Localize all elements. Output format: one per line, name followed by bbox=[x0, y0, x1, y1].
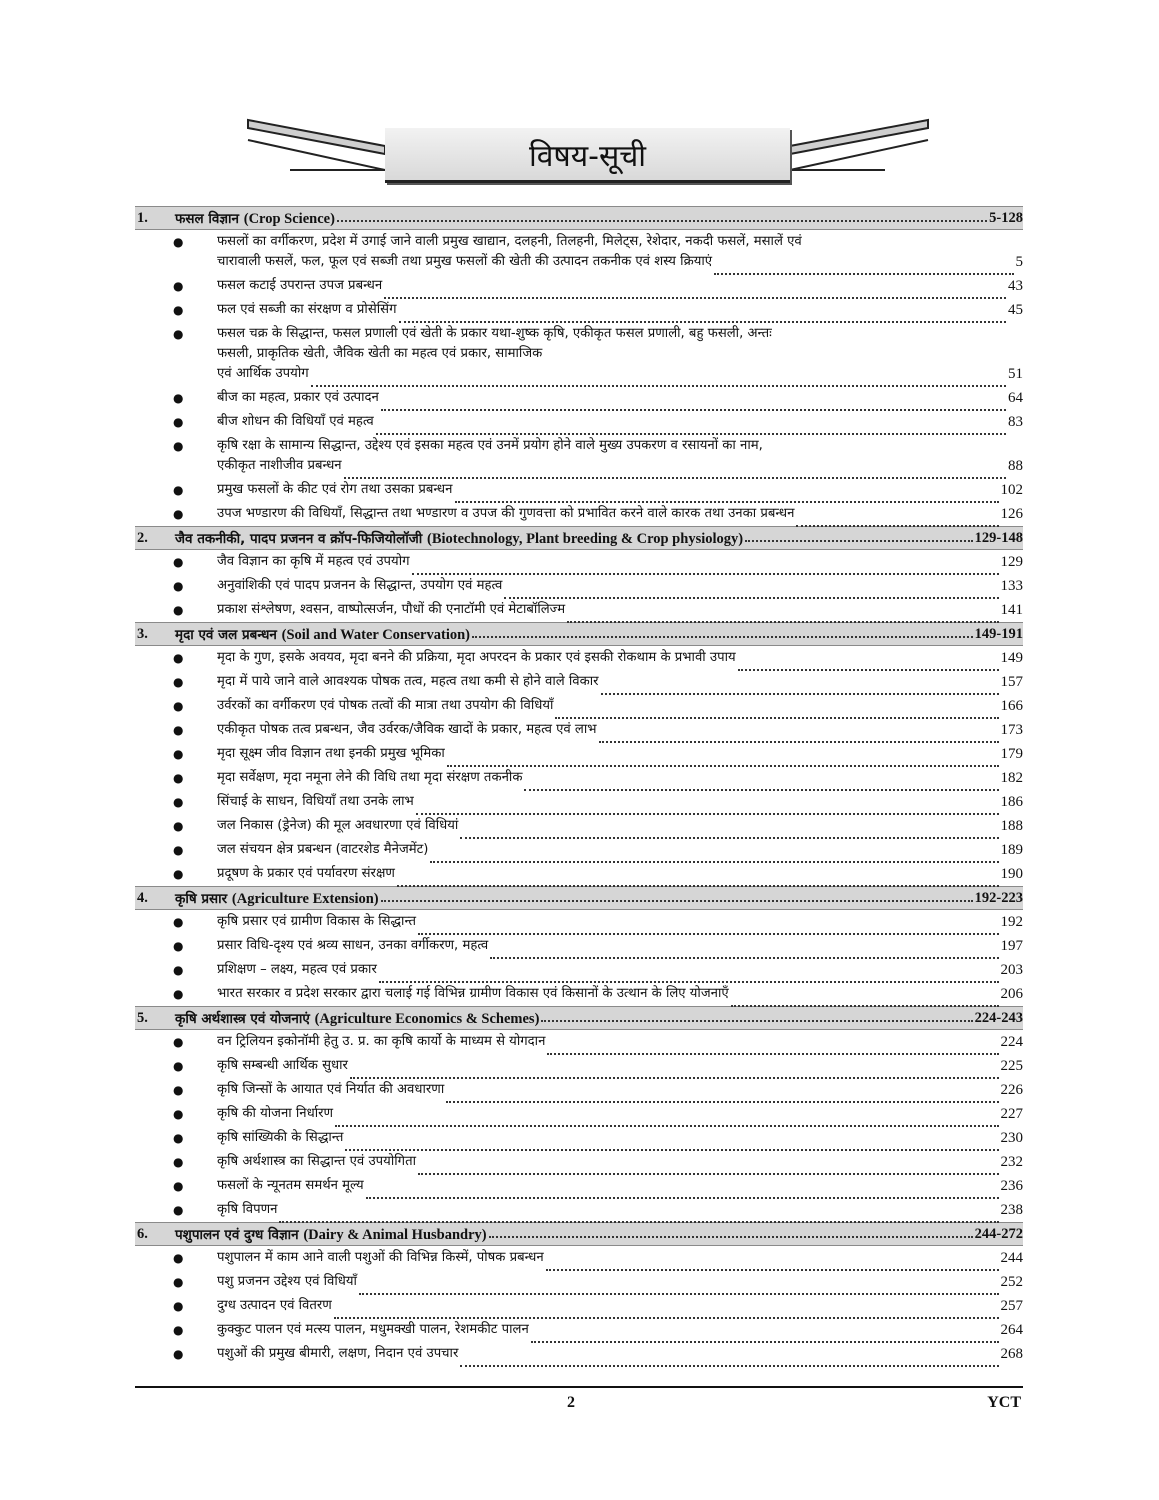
toc-header bbox=[0, 118, 1159, 188]
toc-item-page: 64 bbox=[1008, 390, 1023, 406]
bullet-icon: ● bbox=[173, 579, 184, 593]
section-page-range: 192-223 bbox=[974, 889, 1023, 906]
dot-leader bbox=[430, 861, 998, 863]
dot-leader bbox=[418, 933, 998, 935]
section-title bbox=[175, 529, 743, 548]
toc-item-page: 192 bbox=[1000, 914, 1023, 930]
toc-item bbox=[135, 1078, 1023, 1102]
bullet-icon: ● bbox=[173, 987, 184, 1001]
toc-item bbox=[135, 1198, 1023, 1222]
section-title-hindi: कृषि प्रसार bbox=[175, 890, 228, 907]
toc-item-page: 236 bbox=[1000, 1178, 1023, 1194]
dot-leader bbox=[359, 1293, 999, 1295]
dot-leader bbox=[555, 717, 998, 719]
toc-item-page: 126 bbox=[1000, 506, 1023, 522]
toc-item bbox=[135, 298, 1023, 322]
bullet-icon: ● bbox=[173, 415, 184, 429]
toc-item-text: कृषि सम्बन्धी आर्थिक सुधार bbox=[217, 1058, 348, 1073]
dot-leader bbox=[311, 385, 1006, 387]
toc-item-page: 225 bbox=[1000, 1058, 1023, 1074]
toc-item-page: 179 bbox=[1000, 746, 1023, 762]
bullet-icon: ● bbox=[173, 1131, 184, 1145]
dot-leader bbox=[412, 573, 999, 575]
toc-item-page: 173 bbox=[1000, 722, 1023, 738]
toc-item-page: 206 bbox=[1000, 986, 1023, 1002]
bullet-icon: ● bbox=[173, 867, 184, 881]
toc-item-page: 149 bbox=[1000, 650, 1023, 666]
dot-leader bbox=[399, 321, 1007, 323]
toc-item-text: कुक्कुट पालन एवं मत्स्य पालन, मधुमक्खी पालन, रेशमकीट पालन bbox=[217, 1322, 529, 1337]
section-title bbox=[175, 1225, 487, 1244]
bullet-icon: ● bbox=[173, 795, 184, 809]
toc-item-text: फल एवं सब्जी का संरक्षण व प्रोसेसिंग bbox=[217, 302, 397, 317]
toc-item-page: 43 bbox=[1008, 278, 1023, 294]
bullet-icon: ● bbox=[173, 1251, 184, 1265]
dot-leader bbox=[601, 693, 999, 695]
toc-item bbox=[135, 1126, 1023, 1150]
toc-item-text: जल संचयन क्षेत्र प्रबन्धन (वाटरशेड मैनेजमेंट) bbox=[217, 842, 429, 857]
dot-leader bbox=[546, 1269, 999, 1271]
toc-item bbox=[135, 790, 1023, 814]
dot-leader bbox=[472, 636, 973, 638]
toc-item-text: मृदा सूक्ष्म जीव विज्ञान तथा इनकी प्रमुख भूमिका bbox=[217, 746, 445, 761]
bullet-icon: ● bbox=[173, 1035, 184, 1049]
section-title-english: (Agriculture Extension) bbox=[231, 890, 379, 907]
toc-item-page: 230 bbox=[1000, 1130, 1023, 1146]
toc-item-text: चारावाली फसलें, फल, फूल एवं सब्जी तथा प्रमुख फसलों की खेती की उत्पादन तकनीक एवं शस्य क्रियाएं bbox=[217, 254, 713, 269]
toc-item-page: 182 bbox=[1000, 770, 1023, 786]
toc-item bbox=[135, 1246, 1023, 1270]
toc-item-text: कृषि सांख्यिकी के सिद्धान्त bbox=[217, 1130, 344, 1145]
bullet-icon: ● bbox=[173, 1299, 184, 1313]
dot-leader bbox=[738, 669, 999, 671]
bullet-icon: ● bbox=[173, 963, 184, 977]
dot-leader bbox=[366, 1197, 999, 1199]
toc-item-text: उपज भण्डारण की विधियाँ, सिद्धान्त तथा भण्डारण व उपज की गुणवत्ता को प्रभावित करने वाले कारक तथा उनका प्रबन्धन bbox=[217, 506, 795, 521]
toc-item-page: 257 bbox=[1000, 1298, 1023, 1314]
toc-item-page: 252 bbox=[1000, 1274, 1023, 1290]
toc-item bbox=[135, 598, 1023, 622]
toc-item bbox=[135, 1318, 1023, 1342]
section-title-hindi: मृदा एवं जल प्रबन्धन bbox=[175, 626, 277, 643]
bullet-icon: ● bbox=[173, 439, 184, 453]
section-number: 4. bbox=[137, 889, 148, 906]
toc-item bbox=[135, 1270, 1023, 1294]
toc-item-text: अनुवांशिकी एवं पादप प्रजनन के सिद्धान्त, उपयोग एवं महत्व bbox=[217, 578, 503, 593]
bullet-icon: ● bbox=[173, 771, 184, 785]
section-header bbox=[135, 1222, 1023, 1246]
table-of-contents bbox=[135, 206, 1023, 1366]
dot-leader bbox=[531, 1341, 999, 1343]
bullet-icon: ● bbox=[173, 939, 184, 953]
section-header bbox=[135, 206, 1023, 230]
bullet-icon: ● bbox=[173, 1179, 184, 1193]
toc-item-text: एवं आर्थिक उपयोग bbox=[217, 366, 309, 381]
dot-leader bbox=[337, 220, 987, 222]
toc-item-page: 227 bbox=[1000, 1106, 1023, 1122]
dot-leader bbox=[745, 540, 973, 542]
bullet-icon: ● bbox=[173, 1347, 184, 1361]
dot-leader bbox=[489, 1236, 973, 1238]
dot-leader bbox=[350, 1077, 999, 1079]
dot-leader bbox=[376, 433, 1006, 435]
toc-item bbox=[135, 386, 1023, 410]
toc-item-text: प्रसार विधि-दृश्य एवं श्रव्य साधन, उनका वर्गीकरण, महत्व bbox=[217, 938, 489, 953]
footer-page-number: 2 bbox=[567, 1394, 575, 1411]
toc-item bbox=[135, 1342, 1023, 1366]
toc-item-text: पशुपालन में काम आने वाली पशुओं की विभिन्न किस्में, पोषक प्रबन्धन bbox=[217, 1250, 544, 1265]
dot-leader bbox=[447, 765, 999, 767]
bullet-icon: ● bbox=[173, 303, 184, 317]
dot-leader bbox=[335, 1125, 998, 1127]
toc-item bbox=[135, 862, 1023, 886]
toc-item bbox=[135, 322, 1023, 386]
dot-leader bbox=[547, 1053, 998, 1055]
section-page-range: 149-191 bbox=[974, 625, 1023, 642]
toc-item bbox=[135, 550, 1023, 574]
toc-item-page: 264 bbox=[1000, 1322, 1023, 1338]
bullet-icon: ● bbox=[173, 747, 184, 761]
bullet-icon: ● bbox=[173, 1083, 184, 1097]
toc-item-text: मृदा के गुण, इसके अवयव, मृदा बनने की प्रक्रिया, मृदा अपरदन के प्रकार एवं इसकी रोकथाम के प्रभावी उपाय bbox=[217, 650, 736, 665]
toc-item-page: 244 bbox=[1000, 1250, 1023, 1266]
section-number: 2. bbox=[137, 529, 148, 546]
toc-item bbox=[135, 410, 1023, 434]
toc-item bbox=[135, 1102, 1023, 1126]
toc-item-page: 190 bbox=[1000, 866, 1023, 882]
toc-item-text: कृषि की योजना निर्धारण bbox=[217, 1106, 334, 1121]
dot-leader bbox=[344, 477, 1006, 479]
toc-item-text: कृषि प्रसार एवं ग्रामीण विकास के सिद्धान्त bbox=[217, 914, 417, 929]
section-title-hindi: फसल विज्ञान bbox=[175, 210, 240, 227]
toc-item-text: दुग्ध उत्पादन एवं वितरण bbox=[217, 1298, 332, 1313]
dot-leader bbox=[460, 837, 998, 839]
dot-leader bbox=[599, 741, 999, 743]
toc-item bbox=[135, 958, 1023, 982]
dot-leader bbox=[714, 273, 1013, 275]
section-page-range: 224-243 bbox=[974, 1009, 1023, 1026]
dot-leader bbox=[416, 813, 999, 815]
page-title: विषय-सूची bbox=[528, 138, 647, 174]
section-title-hindi: जैव तकनीकी, पादप प्रजनन व क्रॉप-फिजियोलॉजी bbox=[175, 530, 423, 547]
bullet-icon: ● bbox=[173, 1059, 184, 1073]
page-footer bbox=[135, 1386, 1023, 1411]
toc-item-page: 83 bbox=[1008, 414, 1023, 430]
toc-item-page: 45 bbox=[1008, 302, 1023, 318]
toc-item-page: 238 bbox=[1000, 1202, 1023, 1218]
dot-leader bbox=[455, 501, 999, 503]
toc-item-text: प्रमुख फसलों के कीट एवं रोग तथा उसका प्रबन्धन bbox=[217, 482, 453, 497]
toc-item-text: मृदा सर्वेक्षण, मृदा नमूना लेने की विधि तथा मृदा संरक्षण तकनीक bbox=[217, 770, 523, 785]
dot-leader bbox=[731, 1005, 999, 1007]
toc-item-text: पशु प्रजनन उद्देश्य एवं विधियाँ bbox=[217, 1274, 357, 1289]
dot-leader bbox=[490, 957, 998, 959]
toc-item bbox=[135, 274, 1023, 298]
bullet-icon: ● bbox=[173, 1155, 184, 1169]
toc-item bbox=[135, 1030, 1023, 1054]
dot-leader bbox=[345, 1149, 998, 1151]
toc-item bbox=[135, 838, 1023, 862]
toc-item-text: एकीकृत पोषक तत्व प्रबन्धन, जैव उर्वरक/जैविक खादों के प्रकार, महत्व एवं लाभ bbox=[217, 722, 597, 737]
toc-item-text: कृषि विपणन bbox=[217, 1202, 278, 1217]
bullet-icon: ● bbox=[173, 235, 184, 249]
section-title bbox=[175, 625, 470, 644]
toc-item-text: जल निकास (ड्रेनेज) की मूल अवधारणा एवं विधियां bbox=[217, 818, 459, 833]
bullet-icon: ● bbox=[173, 1107, 184, 1121]
toc-item bbox=[135, 1054, 1023, 1078]
bullet-icon: ● bbox=[173, 391, 184, 405]
section-title-hindi: पशुपालन एवं दुग्ध विज्ञान bbox=[175, 1226, 299, 1243]
toc-item-page: 166 bbox=[1000, 698, 1023, 714]
section-number: 1. bbox=[137, 209, 148, 226]
toc-item-text: कृषि रक्षा के सामान्य सिद्धान्त, उद्देश्य एवं इसका महत्व एवं उनमें प्रयोग होने वाले मुख्य उपकरण व रसायनों का नाम, bbox=[217, 438, 763, 453]
toc-item bbox=[135, 1174, 1023, 1198]
footer-brand: YCT bbox=[987, 1394, 1021, 1411]
section-page-range: 5-128 bbox=[989, 209, 1023, 226]
bullet-icon: ● bbox=[173, 843, 184, 857]
toc-item-page: 226 bbox=[1000, 1082, 1023, 1098]
toc-item bbox=[135, 718, 1023, 742]
section-title-english: (Biotechnology, Plant breeding & Crop physiology) bbox=[427, 530, 744, 547]
bullet-icon: ● bbox=[173, 1275, 184, 1289]
toc-item-text: बीज शोधन की विधियाँ एवं महत्व bbox=[217, 414, 374, 429]
bullet-icon: ● bbox=[173, 1203, 184, 1217]
toc-item-text: कृषि जिन्सों के आयात एवं निर्यात की अवधारणा bbox=[217, 1082, 445, 1097]
dot-leader bbox=[524, 789, 998, 791]
section-title-english: (Soil and Water Conservation) bbox=[281, 626, 470, 643]
toc-item-page: 88 bbox=[1008, 458, 1023, 474]
section-header bbox=[135, 886, 1023, 910]
section-title-english: (Agriculture Economics & Schemes) bbox=[314, 1010, 540, 1027]
bullet-icon: ● bbox=[173, 483, 184, 497]
toc-item-text: फसली, प्राकृतिक खेती, जैविक खेती का महत्व एवं प्रकार, सामाजिक bbox=[217, 346, 543, 361]
toc-item bbox=[135, 934, 1023, 958]
section-header bbox=[135, 1006, 1023, 1030]
toc-item-text: उर्वरकों का वर्गीकरण एवं पोषक तत्वों की मात्रा तथा उपयोग की विधियाँ bbox=[217, 698, 554, 713]
bullet-icon: ● bbox=[173, 279, 184, 293]
toc-item-text: फसलों का वर्गीकरण, प्रदेश में उगाई जाने वाली प्रमुख खाद्यान, दलहनी, तिलहनी, मिलेट्स, रेशेदार, नकदी फसलें, मसालें एवं bbox=[217, 234, 802, 249]
toc-item bbox=[135, 742, 1023, 766]
bullet-icon: ● bbox=[173, 651, 184, 665]
dot-leader bbox=[384, 297, 1006, 299]
toc-item bbox=[135, 434, 1023, 478]
toc-item-text: जैव विज्ञान का कृषि में महत्व एवं उपयोग bbox=[217, 554, 410, 569]
toc-item bbox=[135, 982, 1023, 1006]
toc-item-page: 157 bbox=[1000, 674, 1023, 690]
bullet-icon: ● bbox=[173, 1323, 184, 1337]
dot-leader bbox=[279, 1221, 998, 1223]
dot-leader bbox=[334, 1317, 999, 1319]
section-title-english: (Dairy & Animal Husbandry) bbox=[303, 1226, 487, 1243]
dot-leader bbox=[504, 597, 998, 599]
toc-item-page: 232 bbox=[1000, 1154, 1023, 1170]
bullet-icon: ● bbox=[173, 507, 184, 521]
bullet-icon: ● bbox=[173, 603, 184, 617]
toc-item-page: 102 bbox=[1000, 482, 1023, 498]
toc-item-text: फसलों के न्यूनतम समर्थन मूल्य bbox=[217, 1178, 364, 1193]
bullet-icon: ● bbox=[173, 723, 184, 737]
section-number: 3. bbox=[137, 625, 148, 642]
toc-item bbox=[135, 766, 1023, 790]
toc-item-text: भारत सरकार व प्रदेश सरकार द्वारा चलाई गई विभिन्न ग्रामीण विकास एवं किसानों के उत्थान के लिए योजनाएँ bbox=[217, 986, 729, 1001]
toc-item-text: प्रदूषण के प्रकार एवं पर्यावरण संरक्षण bbox=[217, 866, 395, 881]
toc-item-text: बीज का महत्व, प्रकार एवं उत्पादन bbox=[217, 390, 379, 405]
toc-item bbox=[135, 230, 1023, 274]
section-header bbox=[135, 526, 1023, 550]
toc-item bbox=[135, 646, 1023, 670]
toc-item-text: वन ट्रिलियन इकोनॉमी हेतु उ. प्र. का कृषि कार्यो के माध्यम से योगदान bbox=[217, 1034, 546, 1049]
toc-item bbox=[135, 574, 1023, 598]
bullet-icon: ● bbox=[173, 555, 184, 569]
title-banner bbox=[385, 128, 790, 183]
dot-leader bbox=[541, 1020, 972, 1022]
toc-item-page: 189 bbox=[1000, 842, 1023, 858]
toc-item-text: पशुओं की प्रमुख बीमारी, लक्षण, निदान एवं उपचार bbox=[217, 1346, 459, 1361]
toc-item-page: 133 bbox=[1000, 578, 1023, 594]
dot-leader bbox=[567, 621, 998, 623]
dot-leader bbox=[418, 1173, 998, 1175]
section-title bbox=[175, 209, 335, 228]
toc-item-page: 51 bbox=[1008, 366, 1023, 382]
bullet-icon: ● bbox=[173, 699, 184, 713]
toc-item-page: 5 bbox=[1015, 254, 1023, 270]
toc-item bbox=[135, 478, 1023, 502]
bullet-icon: ● bbox=[173, 327, 184, 341]
toc-item bbox=[135, 670, 1023, 694]
toc-item bbox=[135, 1294, 1023, 1318]
dot-leader bbox=[460, 1365, 998, 1367]
dot-leader bbox=[381, 409, 1006, 411]
bullet-icon: ● bbox=[173, 675, 184, 689]
section-number: 6. bbox=[137, 1225, 148, 1242]
toc-item-page: 129 bbox=[1000, 554, 1023, 570]
toc-item-page: 141 bbox=[1000, 602, 1023, 618]
toc-item-text: कृषि अर्थशास्त्र का सिद्धान्त एवं उपयोगिता bbox=[217, 1154, 417, 1169]
toc-item-text: फसल कटाई उपरान्त उपज प्रबन्धन bbox=[217, 278, 383, 293]
toc-item bbox=[135, 1150, 1023, 1174]
section-header bbox=[135, 622, 1023, 646]
toc-item-text: फसल चक्र के सिद्धान्त, फसल प्रणाली एवं खेती के प्रकार यथा-शुष्क कृषि, एकीकृत फसल प्रणाली, बहु फसली, अन्तः bbox=[217, 326, 772, 341]
toc-item-page: 268 bbox=[1000, 1346, 1023, 1362]
bullet-icon: ● bbox=[173, 819, 184, 833]
toc-item bbox=[135, 694, 1023, 718]
dot-leader bbox=[796, 525, 998, 527]
toc-item-page: 197 bbox=[1000, 938, 1023, 954]
toc-item-page: 203 bbox=[1000, 962, 1023, 978]
bullet-icon: ● bbox=[173, 915, 184, 929]
toc-item-page: 224 bbox=[1000, 1034, 1023, 1050]
toc-item bbox=[135, 502, 1023, 526]
toc-item bbox=[135, 910, 1023, 934]
toc-item-text: सिंचाई के साधन, विधियाँ तथा उनके लाभ bbox=[217, 794, 414, 809]
section-title bbox=[175, 889, 379, 908]
toc-item-text: प्रकाश संश्लेषण, श्वसन, वाष्पोत्सर्जन, पौधों की एनाटॉमी एवं मेटाबॉलिज्म bbox=[217, 602, 566, 617]
section-title-english: (Crop Science) bbox=[243, 210, 335, 227]
section-page-range: 244-272 bbox=[974, 1225, 1023, 1242]
dot-leader bbox=[379, 981, 999, 983]
section-number: 5. bbox=[137, 1009, 148, 1026]
toc-item-text: मृदा में पाये जाने वाले आवश्यक पोषक तत्व, महत्व तथा कमी से होने वाले विकार bbox=[217, 674, 599, 689]
toc-item bbox=[135, 814, 1023, 838]
section-page-range: 129-148 bbox=[974, 529, 1023, 546]
dot-leader bbox=[397, 885, 999, 887]
section-title-hindi: कृषि अर्थशास्त्र एवं योजनाएं bbox=[175, 1010, 310, 1027]
toc-item-text: प्रशिक्षण – लक्ष्य, महत्व एवं प्रकार bbox=[217, 962, 377, 977]
toc-item-text: एकीकृत नाशीजीव प्रबन्धन bbox=[217, 458, 342, 473]
dot-leader bbox=[446, 1101, 998, 1103]
toc-item-page: 188 bbox=[1000, 818, 1023, 834]
section-title bbox=[175, 1009, 539, 1028]
toc-item-page: 186 bbox=[1000, 794, 1023, 810]
dot-leader bbox=[381, 900, 973, 902]
